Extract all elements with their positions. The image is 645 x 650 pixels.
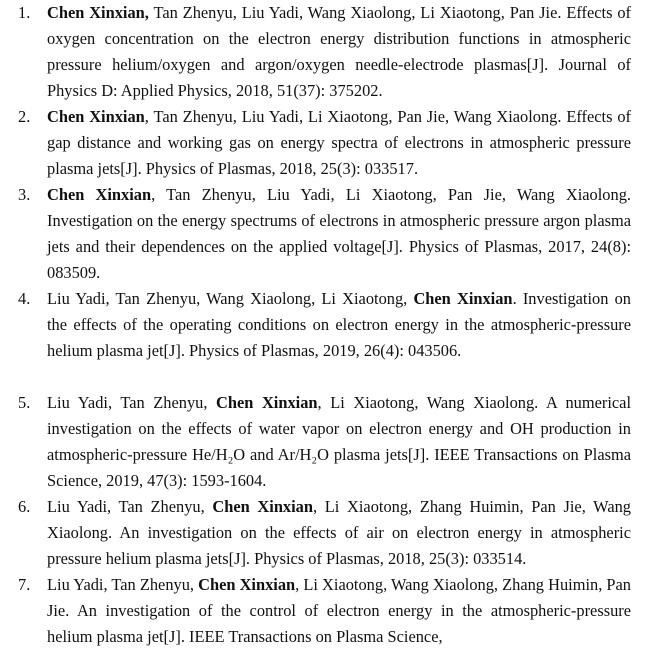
- highlighted-author: Chen Xinxian: [198, 575, 296, 594]
- item-number: 6.: [18, 497, 31, 516]
- item-number: 1.: [18, 3, 31, 22]
- publication-item: [0, 390, 645, 494]
- item-number: 5.: [18, 393, 31, 412]
- authors-before: Liu Yadi, Tan Zhenyu,: [47, 497, 213, 516]
- publication-item: [0, 104, 645, 182]
- publication-item: [0, 182, 645, 286]
- citation-rest: , Li Xiaotong, Wang Xiaolong, Zhang Huimin, Pan Jie. An investigation of the control of electron energy in the atmospheric-pressure helium plasma jet[J]. IEEE Transactions on Plasma Science,: [47, 575, 631, 646]
- item-number: 3.: [18, 185, 31, 204]
- item-number: 7.: [18, 575, 31, 594]
- citation-rest: , Tan Zhenyu, Liu Yadi, Li Xiaotong, Pan Jie, Wang Xiaolong. Effects of gap distance and working gas on energy spectra of electrons in atmospheric pressure plasma jets[J]. Physics of Plasmas, 2018, 25(3): 033517.: [47, 107, 631, 178]
- highlighted-author: Chen Xinxian: [47, 107, 145, 126]
- publication-item: [0, 286, 645, 364]
- authors-before: Liu Yadi, Tan Zhenyu,: [47, 575, 199, 594]
- highlighted-author: Chen Xinxian: [413, 289, 513, 308]
- publication-item: [0, 494, 645, 572]
- item-number: 4.: [18, 289, 31, 308]
- item-number: 2.: [18, 107, 31, 126]
- authors-before: Liu Yadi, Tan Zhenyu,: [47, 393, 217, 412]
- citation-rest: , Li Xiaotong, Wang Xiaolong. A numerical investigation on the effects of water vapor on electron energy and OH production in atmospheric-pressure He/H₂O and Ar/H₂O plasma jets[J]. IEEE Transactions on Plasma Science, 2019, 47(3): 1593-1604.: [47, 393, 631, 490]
- citation-rest: , Li Xiaotong, Zhang Huimin, Pan Jie, Wang Xiaolong. An investigation on the effects of air on electron energy in atmospheric pressure helium plasma jets[J]. Physics of Plasmas, 2018, 25(3): 033514.: [47, 497, 631, 568]
- citation-rest: , Tan Zhenyu, Liu Yadi, Li Xiaotong, Pan Jie, Wang Xiaolong. Investigation on the energy spectrums of electrons in atmospheric pressure argon plasma jets and their dependences on the applied voltage[J]. Physics of Plasmas, 2017, 24(8): 083509.: [47, 185, 631, 282]
- highlighted-author: Chen Xinxian,: [47, 3, 149, 22]
- publication-item: [0, 572, 645, 650]
- highlighted-author: Chen Xinxian: [216, 393, 318, 412]
- highlighted-author: Chen Xinxian: [47, 185, 152, 204]
- publication-item: [0, 0, 645, 104]
- highlighted-author: Chen Xinxian: [212, 497, 313, 516]
- authors-before: Liu Yadi, Tan Zhenyu, Wang Xiaolong, Li Xiaotong,: [47, 289, 414, 308]
- citation-rest: Tan Zhenyu, Liu Yadi, Wang Xiaolong, Li Xiaotong, Pan Jie. Effects of oxygen concentration on the electron energy distribution functions in atmospheric pressure helium/oxygen and argon/oxygen needle-electrode plasmas[J]. Journal of Physics D: Applied Physics, 2018, 51(37): 375202.: [47, 3, 632, 100]
- citation-rest: . Investigation on the effects of the operating conditions on electron energy in the atmospheric-pressure helium plasma jet[J]. Physics of Plasmas, 2019, 26(4): 043506.: [47, 289, 632, 360]
